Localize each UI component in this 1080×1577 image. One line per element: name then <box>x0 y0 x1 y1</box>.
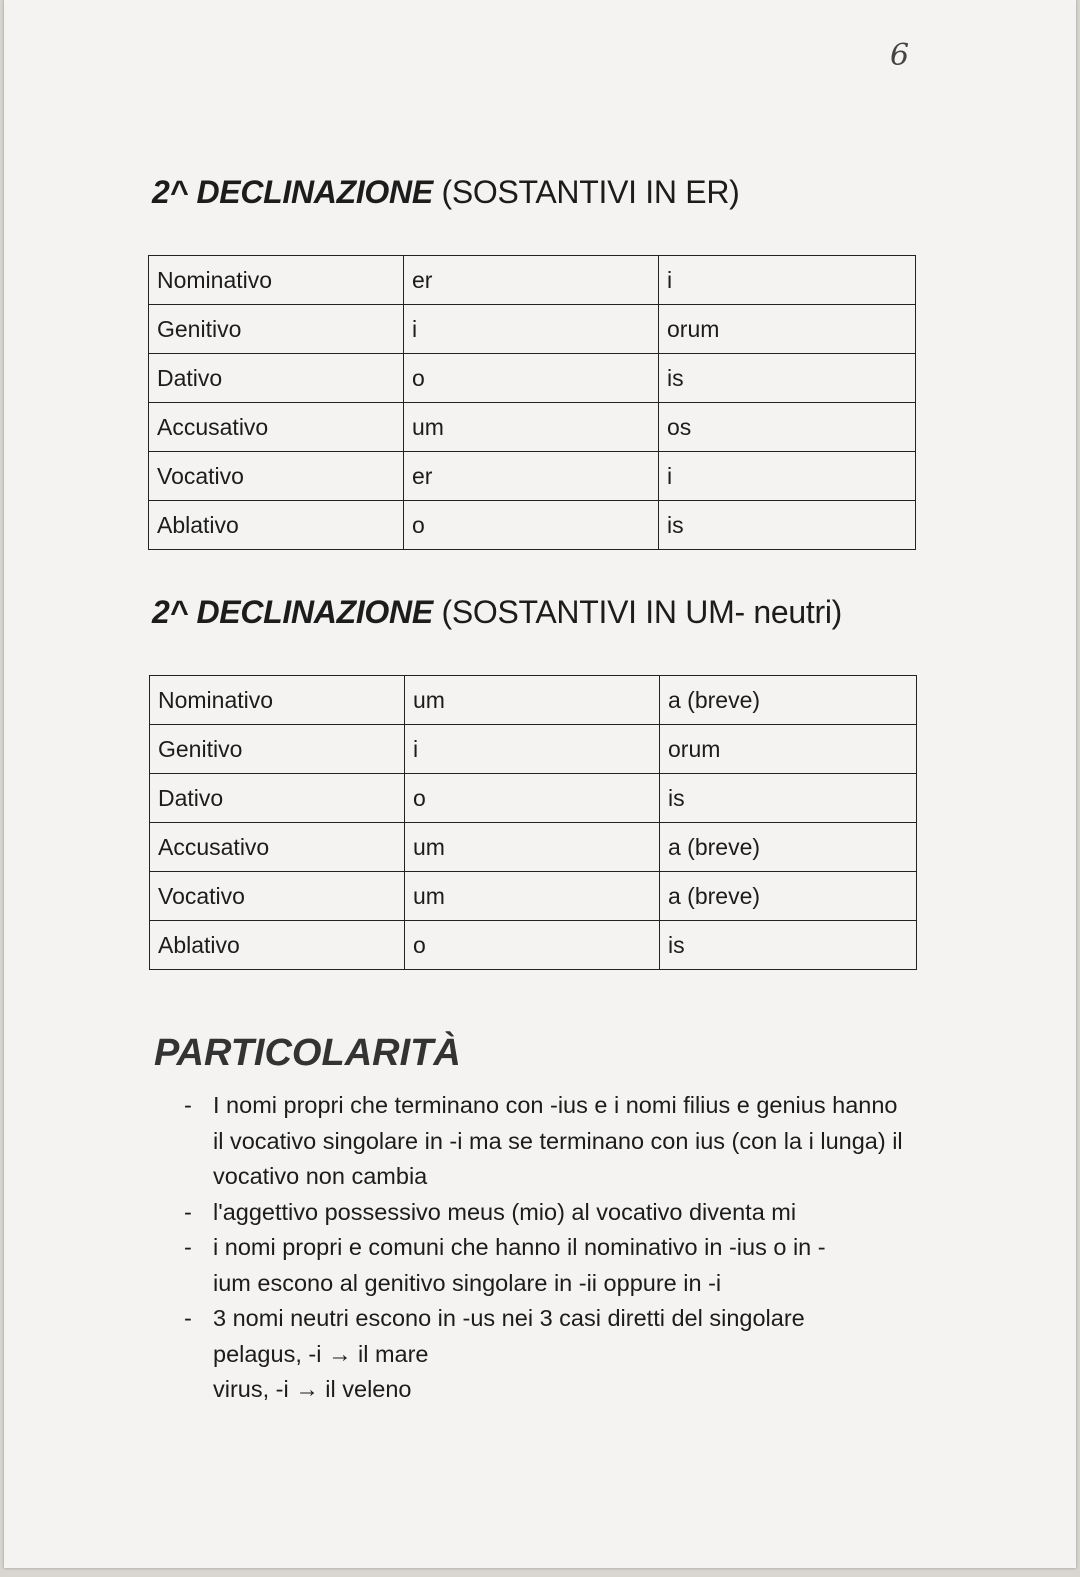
section-title-er: 2^ DECLINAZIONE (SOSTANTIVI IN ER) <box>152 174 740 210</box>
singular-ending-cell: er <box>404 452 659 501</box>
plural-ending-cell: a (breve) <box>660 872 917 921</box>
section-title-um: 2^ DECLINAZIONE (SOSTANTIVI IN UM- neutri) <box>152 594 843 630</box>
page-number: 6 <box>890 38 910 73</box>
particolarita-heading: PARTICOLARITÀ <box>154 1032 461 1074</box>
singular-ending-cell: er <box>404 256 659 305</box>
case-name-cell: Vocativo <box>150 872 405 921</box>
singular-ending-cell: o <box>405 774 660 823</box>
table-row <box>150 774 917 823</box>
table-row <box>150 676 917 725</box>
particolarita-list <box>184 1088 904 1408</box>
case-name-cell: Ablativo <box>150 921 405 970</box>
list-item: - I nomi propri che terminano con -ius e i nomi filius e genius hanno il vocativo singolare in -i ma se terminano con ius (con la i lunga) il vocativo non cambia <box>184 1092 903 1189</box>
case-name-cell: Nominativo <box>150 676 405 725</box>
case-name-cell: Dativo <box>149 354 404 403</box>
case-name-cell: Accusativo <box>150 823 405 872</box>
case-name-cell: Nominativo <box>149 256 404 305</box>
plural-ending-cell: is <box>659 501 916 550</box>
singular-ending-cell: o <box>404 501 659 550</box>
singular-ending-cell: um <box>405 872 660 921</box>
case-name-cell: Genitivo <box>150 725 405 774</box>
example-virus: virus, -i → il veleno <box>213 1376 412 1402</box>
plural-ending-cell: i <box>659 452 916 501</box>
singular-ending-cell: i <box>404 305 659 354</box>
plural-ending-cell: orum <box>659 305 916 354</box>
singular-ending-cell: um <box>405 676 660 725</box>
plural-ending-cell: a (breve) <box>660 676 917 725</box>
document-page <box>4 0 1076 1568</box>
table-row <box>150 823 917 872</box>
singular-ending-cell: i <box>405 725 660 774</box>
table-row <box>149 256 916 305</box>
table-row <box>149 354 916 403</box>
plural-ending-cell: orum <box>660 725 917 774</box>
table-row <box>149 501 916 550</box>
list-item: - 3 nomi neutri escono in -us nei 3 casi diretti del singolare <box>184 1305 805 1331</box>
table-row <box>150 921 917 970</box>
plural-ending-cell: os <box>659 403 916 452</box>
case-name-cell: Ablativo <box>149 501 404 550</box>
table-row <box>149 452 916 501</box>
plural-ending-cell: i <box>659 256 916 305</box>
example-pelagus: pelagus, -i → il mare <box>213 1340 429 1367</box>
case-name-cell: Genitivo <box>149 305 404 354</box>
plural-ending-cell: is <box>660 774 917 823</box>
list-item: - i nomi propri e comuni che hanno il nominativo in -ius o in -ium escono al genitivo singolare in -ii oppure in -i <box>184 1234 826 1296</box>
plural-ending-cell: is <box>660 921 917 970</box>
singular-ending-cell: o <box>404 354 659 403</box>
case-name-cell: Dativo <box>150 774 405 823</box>
case-name-cell: Accusativo <box>149 403 404 452</box>
table-row <box>149 403 916 452</box>
table-row <box>150 725 917 774</box>
table-row <box>149 305 916 354</box>
list-item: - l'aggettivo possessivo meus (mio) al vocativo diventa mi <box>184 1198 797 1225</box>
plural-ending-cell: is <box>659 354 916 403</box>
case-name-cell: Vocativo <box>149 452 404 501</box>
singular-ending-cell: um <box>405 823 660 872</box>
declension-table-um <box>149 675 917 970</box>
plural-ending-cell: a (breve) <box>660 823 917 872</box>
table-row <box>150 872 917 921</box>
declension-table-er <box>148 255 916 550</box>
singular-ending-cell: um <box>404 403 659 452</box>
singular-ending-cell: o <box>405 921 660 970</box>
